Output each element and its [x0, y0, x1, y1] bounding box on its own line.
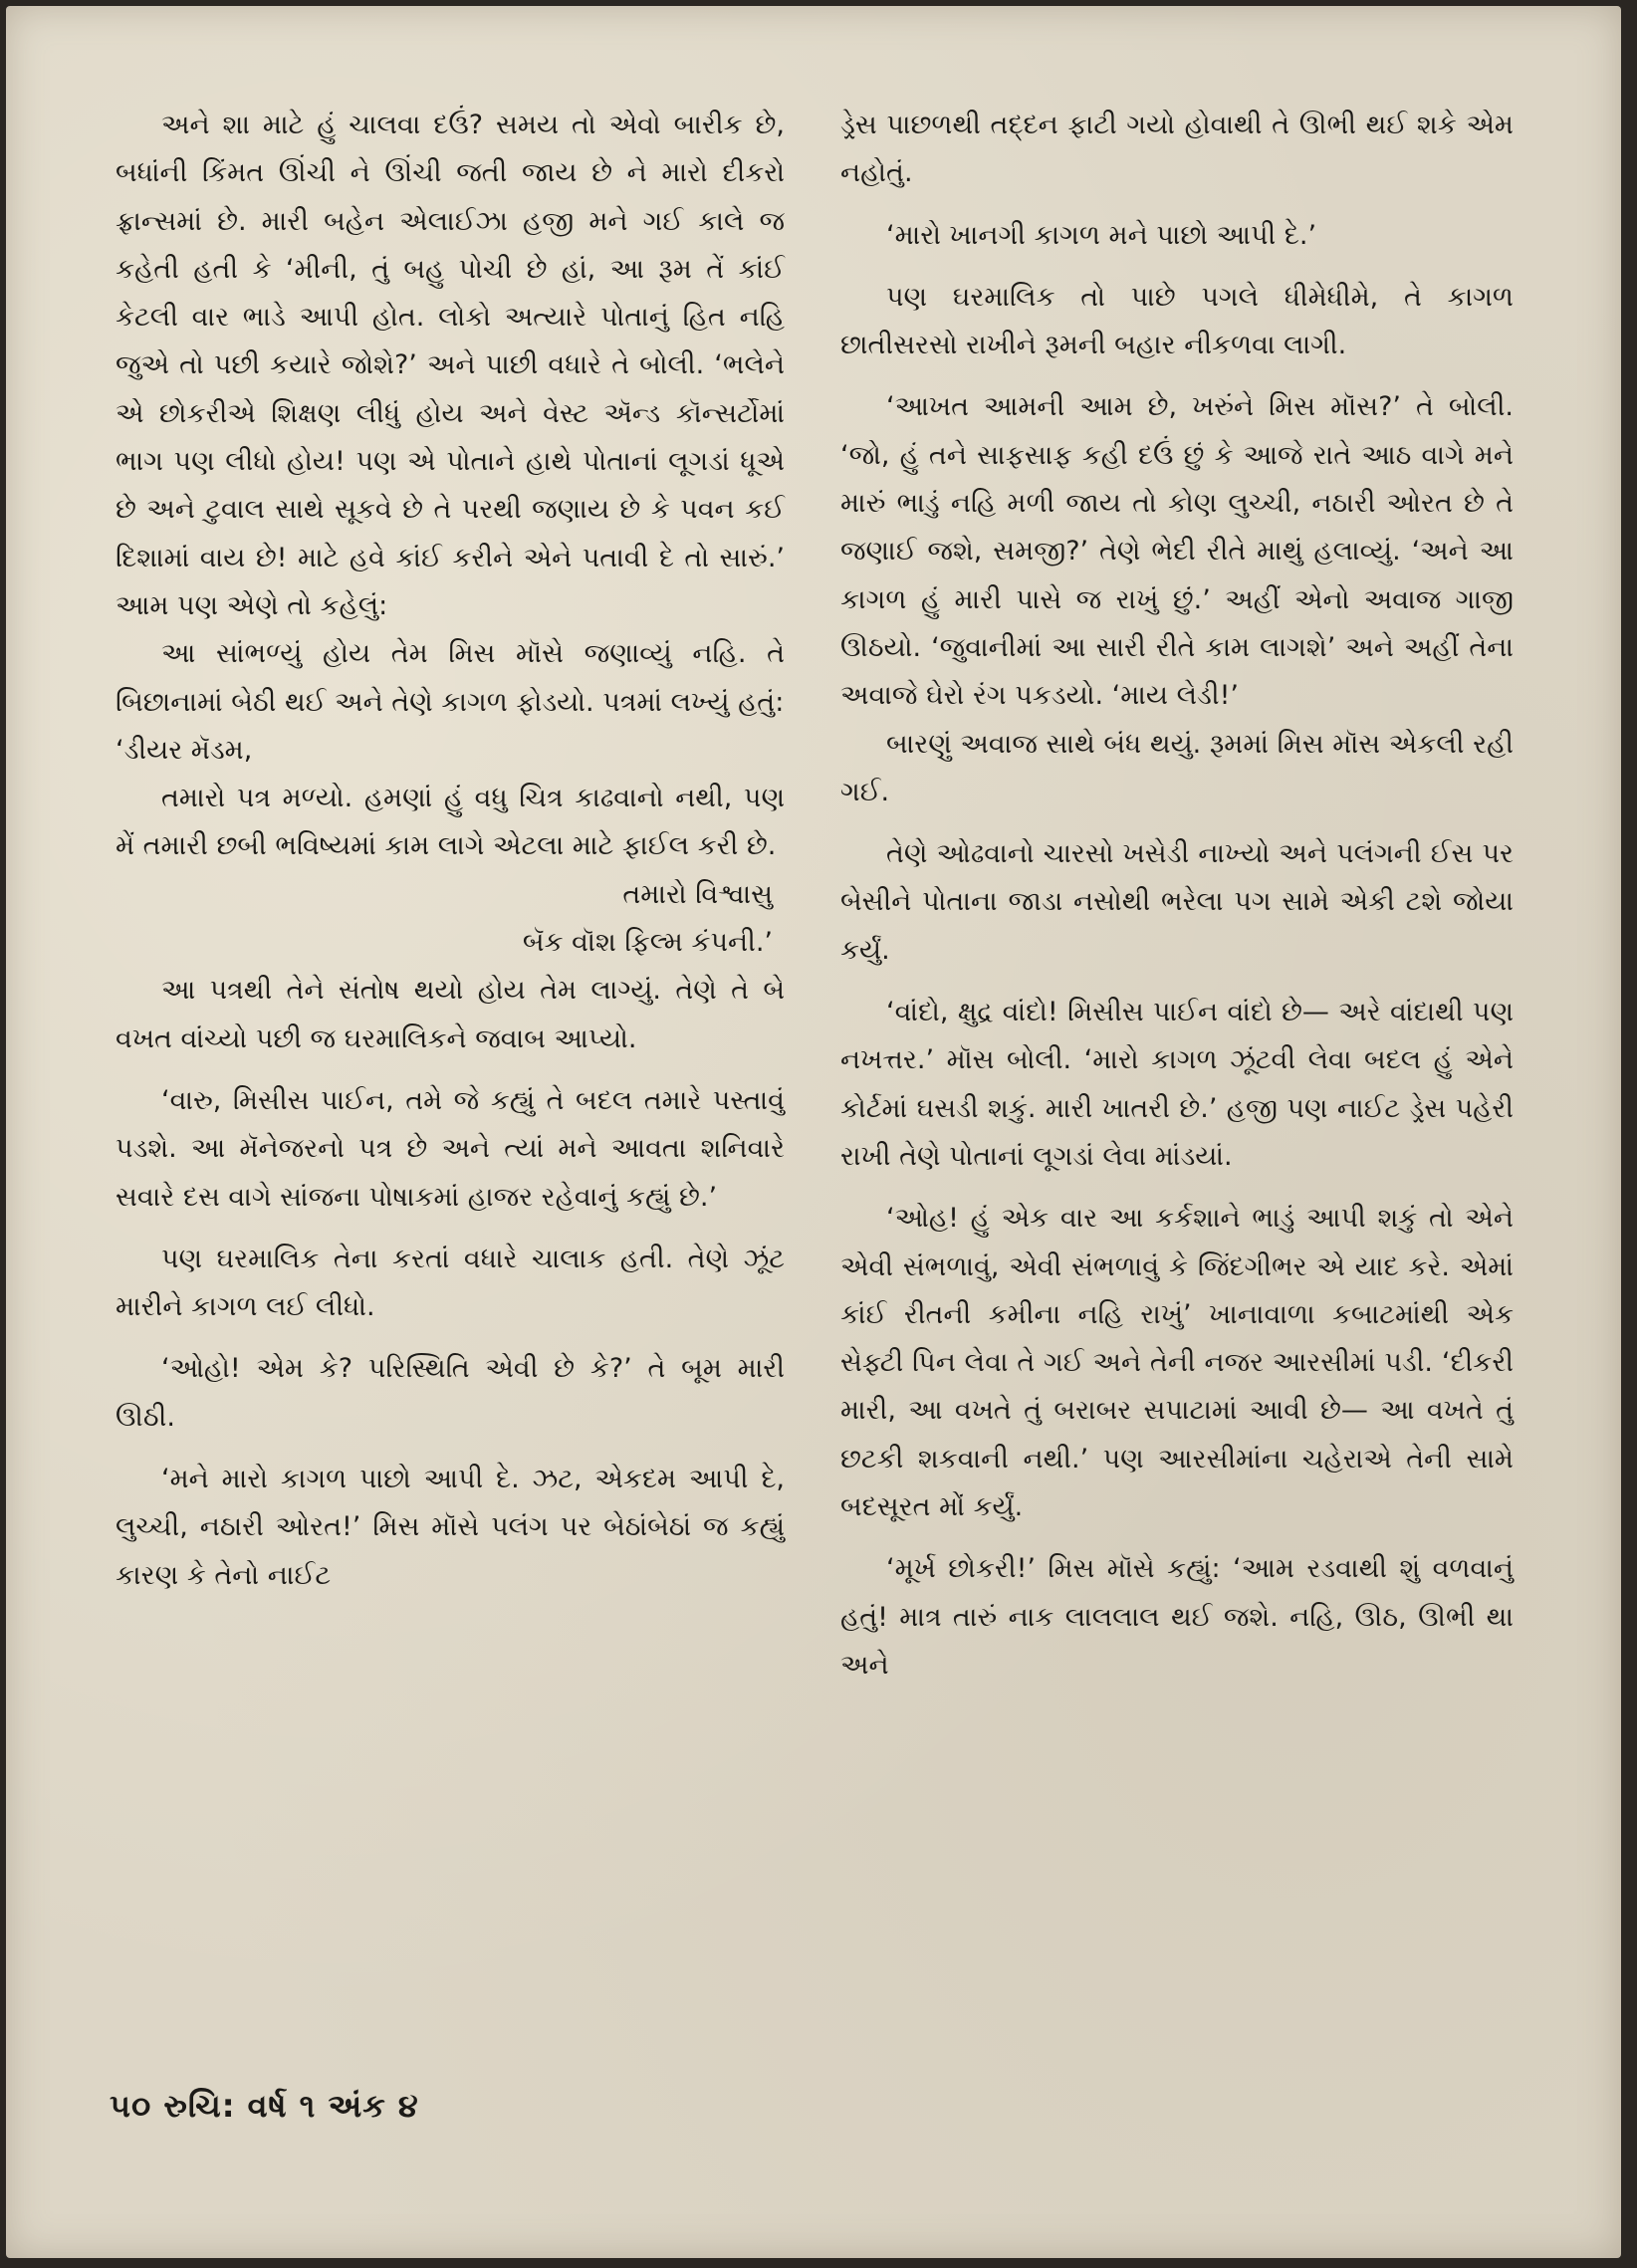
letter-body: તમારો પત્ર મળ્યો. હમણાં હું વધુ ચિત્ર કાઢવાનો નથી, પણ મેં તમારી છબી ભવિષ્યમાં કામ લાગે એટલા માટે ફાઈલ કરી છે. — [116, 783, 785, 862]
paragraph: ‘ઓહો! એમ કે? પરિસ્થિતિ એવી છે કે?’ તે બૂમ મારી ઊઠી. — [116, 1353, 785, 1433]
paragraph: આ સાંભળ્યું હોય તેમ મિસ મૉસે જણાવ્યું નહિ. તે બિછાનામાં બેઠી થઈ અને તેણે કાગળ ફોડયો. પત્રમાં લખ્યું હતું: — [116, 638, 785, 718]
right-column — [840, 102, 1514, 1690]
paragraph: ‘વારુ, મિસીસ પાઈન, તમે જે કહ્યું તે બદલ તમારે પસ્તાવું પડશે. આ મૅનેજરનો પત્ર છે અને ત્યાં મને આવતા શનિવારે સવારે દસ વાગે સાંજના પોષાકમાં હાજર રહેવાનું કહ્યું છે.’ — [116, 1084, 785, 1213]
paragraph: ડ્રેસ પાછળથી તદ્દન ફાટી ગયો હોવાથી તે ઊભી થઈ શકે એમ નહોતું. — [840, 110, 1514, 189]
page-footer: ૫૦ રુચિ: વર્ષ ૧ અંક ૪ — [110, 2087, 419, 2125]
paragraph: ‘વાંદો, ક્ષુદ્ર વાંદો! મિસીસ પાઈન વાંદો છે— અરે વાંદાથી પણ નખત્તર.’ મૉસ બોલી. ‘મારો કાગળ ઝૂંટવી લેવા બદલ હું એને કોર્ટમાં ઘસડી શકું. મારી ખાતરી છે.’ હજી પણ નાઈટ ડ્રેસ પહેરી રાખી તેણે પોતાનાં લૂગડાં લેવા માંડયાં. — [840, 997, 1514, 1172]
paragraph: તેણે ઓઢવાનો ચારસો ખસેડી નાખ્યો અને પલંગની ઈસ પર બેસીને પોતાના જાડા નસોથી ભરેલા પગ સામે એકી ટશે જોયા કર્યું. — [840, 838, 1514, 966]
paragraph: ‘ઓહ! હું એક વાર આ કર્કશાને ભાડું આપી શકું તો એને એવી સંભળાવું, એવી સંભળાવું કે જિંદગીભર એ યાદ કરે. એમાં કાંઈ રીતની કમીના નહિ રાખું’ ખાનાવાળા કબાટમાંથી એક સેફ્ટી પિન લેવા તે ગઈ અને તેની નજર આરસીમાં પડી. ‘દીકરી મારી, આ વખતે તું બરાબર સપાટામાં આવી છે— આ વખતે તું છટકી શકવાની નથી.’ પણ આરસીમાંના ચહેરાએ તેની સામે બદસૂરત મોં કર્યું. — [840, 1203, 1514, 1523]
letter-signature: બૅક વૉશ ફિલ્મ કંપની.’ — [522, 927, 773, 959]
left-column — [116, 102, 785, 1600]
paragraph: ‘મારો ખાનગી કાગળ મને પાછો આપી દે.’ — [886, 219, 1317, 251]
letter-salutation: ‘ડીયર મૅડમ, — [116, 734, 253, 766]
letter-closing: તમારો વિશ્વાસુ — [622, 878, 773, 910]
magazine-page — [6, 6, 1621, 2258]
paragraph: ‘મને મારો કાગળ પાછો આપી દે. ઝટ, એકદમ આપી દે, લુચ્ચી, નઠારી ઓરત!’ મિસ મૉસે પલંગ પર બેઠાંબેઠાં જ કહ્યું કારણ કે તેનો નાઈટ — [116, 1464, 785, 1591]
paragraph: ‘મૂર્ખ છોકરી!’ મિસ મૉસે કહ્યું: ‘આમ રડવાથી શું વળવાનું હતું! માત્ર તારું નાક લાલલાલ થઈ જશે. નહિ, ઊઠ, ઊભી થા અને — [840, 1553, 1514, 1681]
paragraph: અને શા માટે હું ચાલવા દઉં? સમય તો એવો બારીક છે, બધાંની કિંમત ઊંચી ને ઊંચી જતી જાય છે ને મારો દીકરો ફ્રાન્સમાં છે. મારી બહેન એલાઈઝા હજી મને ગઈ કાલે જ કહેતી હતી કે ‘મીની, તું બહુ પોચી છે હાં, આ રૂમ તેં કાંઈ કેટલી વાર ભાડે આપી હોત. લોકો અત્યારે પોતાનું હિત નહિ જુએ તો પછી કયારે જોશે?’ અને પાછી વધારે તે બોલી. ‘ભલેને એ છોકરીએ શિક્ષણ લીધું હોય અને વેસ્ટ ઍન્ડ કૉન્સર્ટોમાં ભાગ પણ લીધો હોય! પણ એ પોતાને હાથે પોતાનાં લૂગડાં ધૂએ છે અને ટુવાલ સાથે સૂકવે છે તે પરથી જણાય છે કે પવન કઈ દિશામાં વાય છે! માટે હવે કાંઈ કરીને એને પતાવી દે તો સારું.’ આમ પણ એણે તો કહેલું: — [116, 110, 785, 621]
paragraph: પણ ઘરમાલિક તો પાછે પગલે ધીમેધીમે, તે કાગળ છાતીસરસો રાખીને રૂમની બહાર નીકળવા લાગી. — [840, 281, 1514, 361]
paragraph: પણ ઘરમાલિક તેના કરતાં વધારે ચાલાક હતી. તેણે ઝૂંટ મારીને કાગળ લઈ લીધો. — [116, 1243, 785, 1323]
paragraph: આ પત્રથી તેને સંતોષ થયો હોય તેમ લાગ્યું. તેણે તે બે વખત વાંચ્યો પછી જ ઘરમાલિકને જવાબ આપ્યો. — [116, 975, 785, 1054]
paragraph: બારણું અવાજ સાથે બંધ થયું. રૂમમાં મિસ મૉસ એકલી રહી ગઈ. — [840, 728, 1514, 807]
paragraph: ‘આખત આમની આમ છે, ખરુંને મિસ મૉસ?’ તે બોલી. ‘જો, હું તને સાફસાફ કહી દઉં છું કે આજે રાતે આઠ વાગે મને મારું ભાડું નહિ મળી જાય તો કોણ લુચ્ચી, નઠારી ઓરત છે તે જણાઈ જશે, સમજી?’ તેણે ભેદી રીતે માથું હલાવ્યું. ‘અને આ કાગળ હું મારી પાસે જ રાખું છું.’ અહીં એનો અવાજ ગાજી ઊઠયો. ‘જુવાનીમાં આ સારી રીતે કામ લાગશે’ અને અહીં તેના અવાજે ઘેરો રંગ પકડયો. ‘માય લેડી!’ — [840, 391, 1514, 712]
